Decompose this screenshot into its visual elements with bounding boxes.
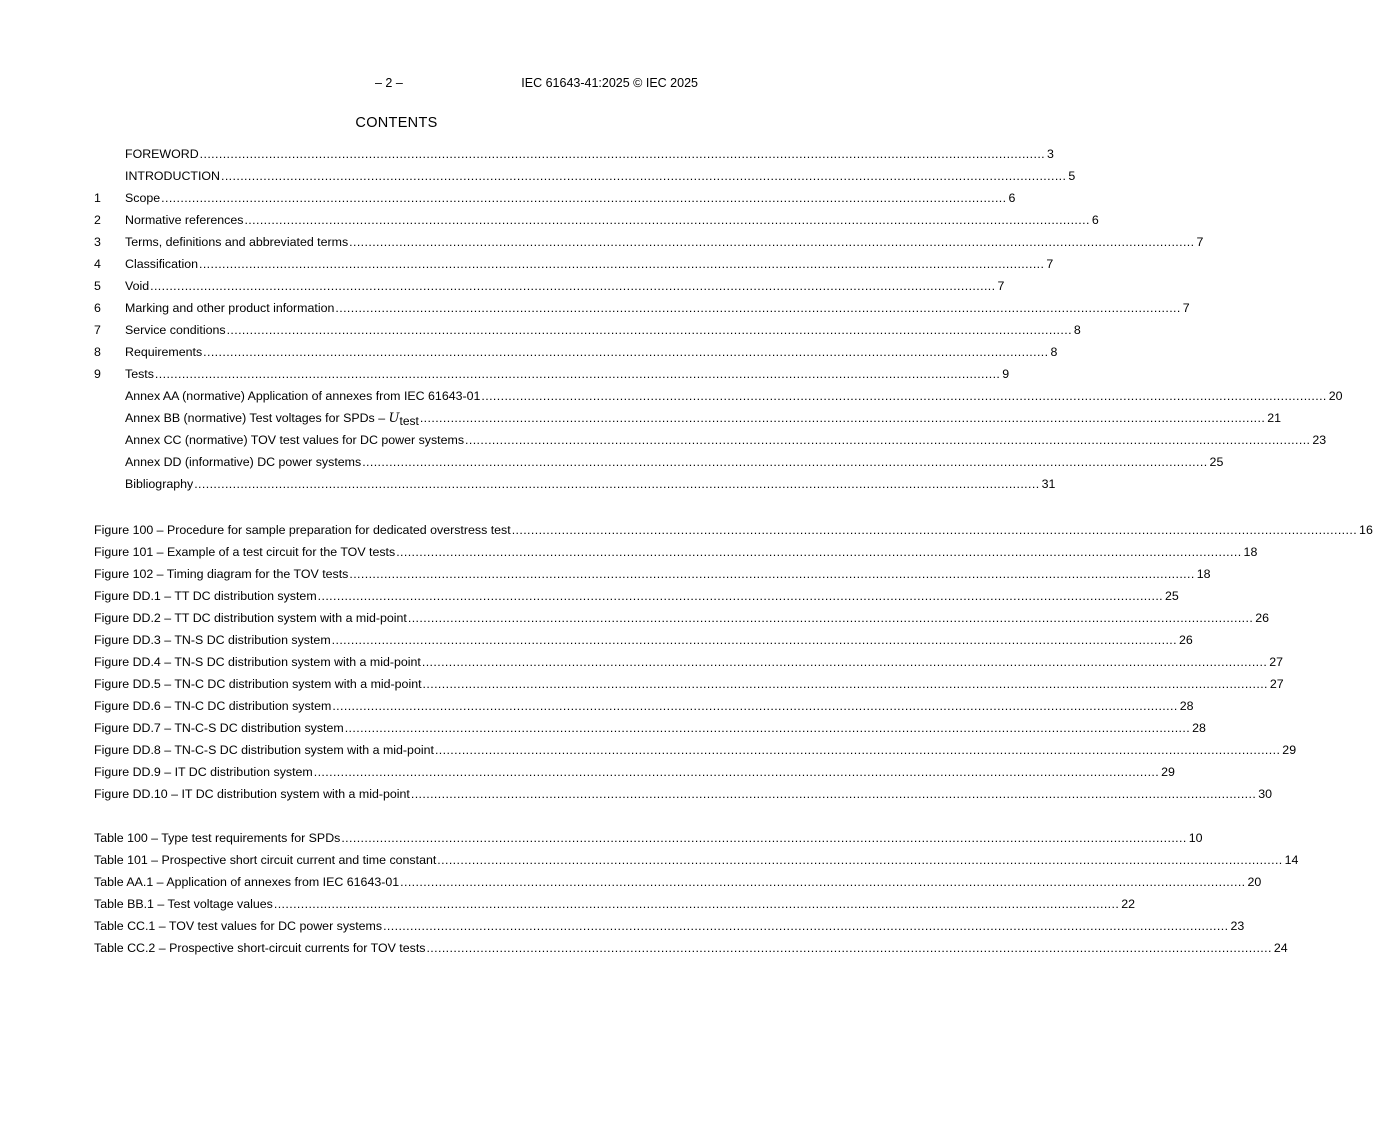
entry-title <box>94 739 434 761</box>
toc-figure-entry[interactable] <box>94 563 1211 585</box>
toc-figure-entry[interactable] <box>94 629 1193 651</box>
dot-leader: ............................................................................................................................................................................................................................ <box>410 787 1257 801</box>
entry-title-text: Figure DD.1 – TT DC distribution system <box>94 589 317 603</box>
entry-title-text: Marking and other product information <box>125 301 335 315</box>
entry-title <box>94 849 436 871</box>
entry-number: 7 <box>94 323 101 337</box>
dot-leader: ............................................................................................................................................................................................................................ <box>511 523 1358 537</box>
entry-title <box>125 473 193 495</box>
entry-title-text: Table CC.1 – TOV test values for DC power systems <box>94 919 383 933</box>
entry-title-text: Figure DD.10 – IT DC distribution system with a mid-point <box>94 787 410 801</box>
dot-leader: ............................................................................................................................................................................................................................ <box>341 831 1187 845</box>
entry-number: 2 <box>94 213 101 227</box>
entry-page-number: 21 <box>1267 411 1281 425</box>
entry-page-number: 27 <box>1269 655 1284 669</box>
dot-leader: ............................................................................................................................................................................................................................ <box>154 367 1001 381</box>
entry-title-text: Figure 100 – Procedure for sample preparation for dedicated overstress test <box>94 523 511 537</box>
entry-title-text: Table AA.1 – Application of annexes from IEC 61643-01 <box>94 875 400 889</box>
entry-page-number: 8 <box>1073 323 1081 337</box>
entry-title <box>94 673 422 695</box>
entry-title <box>94 519 511 541</box>
entry-number: 9 <box>94 367 101 381</box>
entry-title-text: Scope <box>125 191 161 205</box>
entry-page-number: 23 <box>1312 433 1327 447</box>
entry-title <box>125 297 334 319</box>
entry-title-text: Figure DD.5 – TN-C DC distribution system with a mid-point <box>94 677 422 691</box>
entry-title <box>125 187 160 209</box>
entry-page-number: 27 <box>1269 677 1284 691</box>
entry-title <box>125 275 149 297</box>
entry-page-number: 25 <box>1165 589 1179 603</box>
toc-figure-entry[interactable] <box>94 651 1284 673</box>
entry-title-text: Normative references <box>125 213 244 227</box>
entry-title-text: Annex DD (informative) DC power systems <box>125 455 362 469</box>
entry-number: 6 <box>94 301 101 315</box>
entry-title <box>125 231 348 253</box>
dot-leader: ............................................................................................................................................................................................................................ <box>244 213 1090 227</box>
entry-page-number: 16 <box>1359 523 1373 537</box>
entry-title-text: Figure 101 – Example of a test circuit for the TOV tests <box>94 545 396 559</box>
dot-leader: ............................................................................................................................................................................................................................ <box>226 323 1072 337</box>
toc-section-entry[interactable] <box>94 407 1281 429</box>
entry-page-number: 6 <box>1091 213 1099 227</box>
entry-title-text: Classification <box>125 257 198 271</box>
dot-leader: ............................................................................................................................................................................................................................ <box>332 699 1178 713</box>
entry-title-text: Annex CC (normative) TOV test values for DC power systems <box>125 433 465 447</box>
dot-leader: ............................................................................................................................................................................................................................ <box>221 169 1067 183</box>
entry-title-text: INTRODUCTION <box>125 169 220 183</box>
entry-page-number: 28 <box>1179 699 1194 713</box>
entry-number: 3 <box>94 235 101 249</box>
entry-page-number: 29 <box>1282 743 1297 757</box>
entry-page-number: 10 <box>1188 831 1203 845</box>
dot-leader: ............................................................................................................................................................................................................................ <box>426 941 1272 955</box>
dot-leader: ............................................................................................................................................................................................................................ <box>400 875 1246 889</box>
toc-section-entry[interactable] <box>94 253 1054 275</box>
dot-leader: ............................................................................................................................................................................................................................ <box>349 567 1195 581</box>
toc-table-entry[interactable] <box>94 915 1245 937</box>
entry-title <box>94 783 410 805</box>
page-number: – 2 – <box>375 76 403 90</box>
entry-title <box>94 629 331 651</box>
toc-tables-list <box>94 827 1299 959</box>
entry-number: 5 <box>94 279 101 293</box>
toc-figure-entry[interactable] <box>94 739 1297 761</box>
toc-table-entry[interactable] <box>94 937 1288 959</box>
dot-leader: ............................................................................................................................................................................................................................ <box>150 279 996 293</box>
toc-table-entry[interactable] <box>94 827 1203 849</box>
entry-title-text: Figure 102 – Timing diagram for the TOV tests <box>94 567 349 581</box>
toc-sections-list <box>94 143 1343 495</box>
entry-page-number: 7 <box>1182 301 1190 315</box>
entry-page-number: 18 <box>1243 545 1258 559</box>
dot-leader: ............................................................................................................................................................................................................................ <box>313 765 1160 779</box>
dot-leader: ............................................................................................................................................................................................................................ <box>422 677 1268 691</box>
dot-leader: ............................................................................................................................................................................................................................ <box>421 655 1268 669</box>
toc-section-entry[interactable] <box>94 319 1081 341</box>
entry-page-number: 28 <box>1192 721 1206 735</box>
toc-figure-entry[interactable] <box>94 519 1373 541</box>
toc-figure-entry[interactable] <box>94 585 1179 607</box>
toc-section-entry[interactable] <box>94 165 1076 187</box>
entry-title <box>94 937 425 959</box>
entry-title-text: Figure DD.9 – IT DC distribution system <box>94 765 313 779</box>
entry-title-text: Terms, definitions and abbreviated terms <box>125 235 349 249</box>
entry-title <box>125 385 480 407</box>
toc-section-entry[interactable] <box>94 385 1343 407</box>
entry-page-number: 18 <box>1196 567 1211 581</box>
toc-section-entry[interactable] <box>94 187 1016 209</box>
toc-table-entry[interactable] <box>94 849 1299 871</box>
dot-leader: ............................................................................................................................................................................................................................ <box>199 257 1045 271</box>
entry-title <box>125 319 226 341</box>
entry-title <box>125 407 419 430</box>
toc-figure-entry[interactable] <box>94 541 1258 563</box>
toc-section-entry[interactable] <box>94 341 1058 363</box>
entry-page-number: 26 <box>1179 633 1193 647</box>
dot-leader: ............................................................................................................................................................................................................................ <box>199 147 1046 161</box>
toc-section-entry[interactable] <box>94 143 1054 165</box>
toc-figure-entry[interactable] <box>94 761 1175 783</box>
entry-title-text: Figure DD.4 – TN-S DC distribution system with a mid-point <box>94 655 421 669</box>
dot-leader: ............................................................................................................................................................................................................................ <box>362 455 1208 469</box>
dot-leader: ............................................................................................................................................................................................................................ <box>437 853 1283 867</box>
toc-figures-list <box>94 519 1373 805</box>
entry-title <box>94 563 348 585</box>
dot-leader: ............................................................................................................................................................................................................................ <box>434 743 1281 757</box>
entry-title <box>125 209 243 231</box>
entry-title-text: Table BB.1 – Test voltage values <box>94 897 273 911</box>
entry-title-text: Figure DD.8 – TN-C-S DC distribution system with a mid-point <box>94 743 434 757</box>
toc-table-entry[interactable] <box>94 893 1136 915</box>
entry-title-text: Annex BB (normative) Test voltages for SPDs – <box>125 411 389 425</box>
dot-leader: ............................................................................................................................................................................................................................ <box>396 545 1242 559</box>
entry-title <box>125 429 464 451</box>
dot-leader: ............................................................................................................................................................................................................................ <box>465 433 1311 447</box>
entry-title <box>94 541 395 563</box>
toc-section-entry[interactable] <box>94 209 1099 231</box>
dot-leader: ............................................................................................................................................................................................................................ <box>331 633 1177 647</box>
dot-leader: ............................................................................................................................................................................................................................ <box>203 345 1049 359</box>
dot-leader: ............................................................................................................................................................................................................................ <box>419 411 1266 425</box>
entry-page-number: 7 <box>1196 235 1204 249</box>
dot-leader: ............................................................................................................................................................................................................................ <box>383 919 1229 933</box>
toc-section-entry[interactable] <box>94 231 1204 253</box>
entry-page-number: 9 <box>1002 367 1010 381</box>
entry-page-number: 22 <box>1121 897 1136 911</box>
entry-title-text: FOREWORD <box>125 147 199 161</box>
entry-page-number: 6 <box>1008 191 1016 205</box>
entry-title <box>94 761 313 783</box>
page-header <box>0 76 793 92</box>
entry-page-number: 20 <box>1247 875 1262 889</box>
entry-title <box>94 695 331 717</box>
entry-title-text: Figure DD.2 – TT DC distribution system with a mid-point <box>94 611 407 625</box>
entry-title-text: Figure DD.3 – TN-S DC distribution system <box>94 633 331 647</box>
entry-title-text: Requirements <box>125 345 203 359</box>
entry-page-number: 7 <box>997 279 1005 293</box>
entry-page-number: 25 <box>1209 455 1224 469</box>
entry-number: 8 <box>94 345 101 359</box>
entry-page-number: 5 <box>1068 169 1076 183</box>
toc-section-entry[interactable] <box>94 275 1005 297</box>
toc-section-entry[interactable] <box>94 451 1224 473</box>
toc-section-entry[interactable] <box>94 363 1010 385</box>
dot-leader: ............................................................................................................................................................................................................................ <box>335 301 1181 315</box>
entry-number: 1 <box>94 191 101 205</box>
entry-page-number: 3 <box>1047 147 1054 161</box>
entry-title-text: Figure DD.6 – TN-C DC distribution system <box>94 699 332 713</box>
dot-leader: ............................................................................................................................................................................................................................ <box>273 897 1120 911</box>
dot-leader: ............................................................................................................................................................................................................................ <box>161 191 1007 205</box>
entry-title <box>125 165 220 187</box>
toc-section-entry[interactable] <box>94 429 1327 451</box>
entry-page-number: 31 <box>1041 477 1056 491</box>
dot-leader: ............................................................................................................................................................................................................................ <box>317 589 1164 603</box>
entry-title <box>94 915 382 937</box>
dot-leader: ............................................................................................................................................................................................................................ <box>344 721 1191 735</box>
entry-page-number: 8 <box>1050 345 1058 359</box>
entry-title-text: Table 101 – Prospective short circuit current and time constant <box>94 853 437 867</box>
entry-title-text: Service conditions <box>125 323 226 337</box>
entry-page-number: 23 <box>1230 919 1245 933</box>
entry-page-number: 24 <box>1273 941 1288 955</box>
entry-page-number: 29 <box>1161 765 1175 779</box>
dot-leader: ............................................................................................................................................................................................................................ <box>349 235 1195 249</box>
entry-title <box>94 607 407 629</box>
toc-figure-entry[interactable] <box>94 717 1206 739</box>
entry-title <box>125 451 361 473</box>
toc-table-entry[interactable] <box>94 871 1262 893</box>
entry-title <box>94 871 399 893</box>
dot-leader: ............................................................................................................................................................................................................................ <box>407 611 1254 625</box>
entry-title <box>94 585 317 607</box>
entry-title <box>94 717 344 739</box>
entry-title-text: Table 100 – Type test requirements for SPDs <box>94 831 341 845</box>
entry-title-text: Void <box>125 279 150 293</box>
symbol-u: U <box>388 411 400 426</box>
entry-title-text: Figure DD.7 – TN-C-S DC distribution system <box>94 721 344 735</box>
entry-title <box>94 651 421 673</box>
entry-title-text: Tests <box>125 367 154 381</box>
toc-section-entry[interactable] <box>94 297 1190 319</box>
entry-page-number: 26 <box>1255 611 1270 625</box>
entry-title <box>94 893 273 915</box>
symbol-subscript: test <box>399 414 419 428</box>
entry-page-number: 7 <box>1046 257 1054 271</box>
entry-title-text: Table CC.2 – Prospective short-circuit currents for TOV tests <box>94 941 426 955</box>
entry-title-text: Bibliography <box>125 477 194 491</box>
dot-leader: ............................................................................................................................................................................................................................ <box>481 389 1327 403</box>
contents-title: CONTENTS <box>355 115 438 131</box>
entry-title <box>125 341 202 363</box>
entry-number: 4 <box>94 257 101 271</box>
toc-figure-entry[interactable] <box>94 783 1273 805</box>
entry-title <box>125 253 198 275</box>
toc-figure-entry[interactable] <box>94 673 1284 695</box>
entry-title <box>94 827 340 849</box>
dot-leader: ............................................................................................................................................................................................................................ <box>194 477 1040 491</box>
document-identifier: IEC 61643-41:2025 © IEC 2025 <box>521 76 698 90</box>
entry-title <box>125 363 154 385</box>
entry-title-text: Annex AA (normative) Application of annexes from IEC 61643-01 <box>125 389 481 403</box>
entry-page-number: 30 <box>1258 787 1273 801</box>
toc-figure-entry[interactable] <box>94 695 1194 717</box>
toc-section-entry[interactable] <box>94 473 1056 495</box>
toc-figure-entry[interactable] <box>94 607 1270 629</box>
entry-title <box>125 143 199 165</box>
entry-page-number: 14 <box>1284 853 1299 867</box>
entry-page-number: 20 <box>1328 389 1343 403</box>
